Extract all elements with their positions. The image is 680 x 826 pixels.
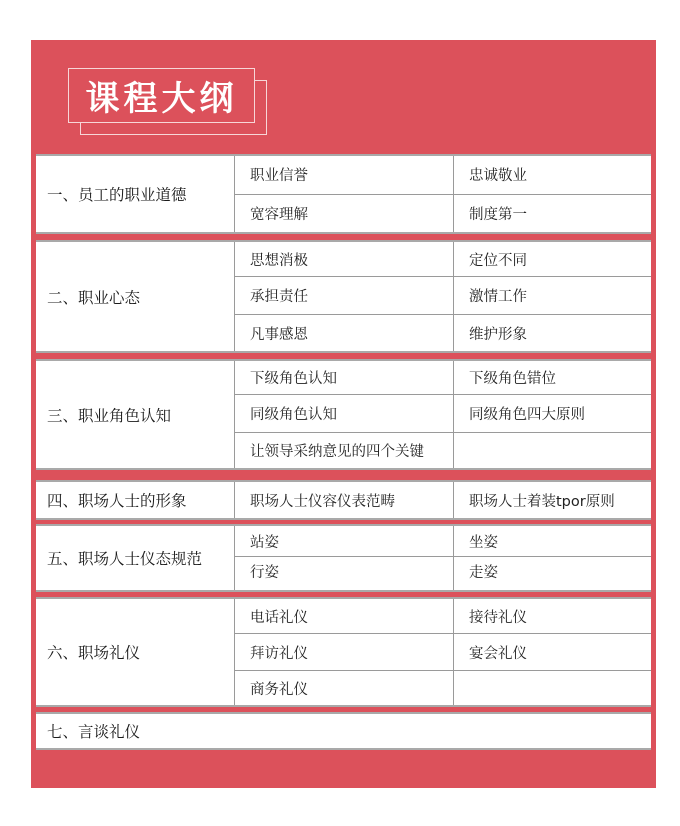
section-heading: 五、职场人士仪态规范 [36,526,235,590]
topic-cell: 凡事感恩 [235,315,454,351]
table-row [235,599,651,634]
topic-cell: 让领导采纳意见的四个关键 [235,433,454,468]
table-row [235,482,651,518]
section-heading: 二、职业心态 [36,242,235,351]
table-row [235,242,651,277]
table-row [235,433,651,468]
topic-cell: 行姿 [235,557,454,590]
topic-cell: 定位不同 [469,252,527,269]
outline-section-7 [36,712,651,750]
topic-cell: 激情工作 [469,289,527,305]
title-frame [68,68,255,123]
outline-section-5 [36,524,651,592]
table-row [235,156,651,195]
topic-cell [454,433,651,468]
outline-section-2 [36,240,651,353]
topic-cell: 思想消极 [235,242,454,276]
topic-cell: 宴会礼仪 [469,645,527,662]
topic-cell: 下级角色认知 [235,361,454,394]
table-row [235,195,651,233]
table-row [235,277,651,315]
table-row [235,361,651,395]
table-row [235,315,651,351]
topic-cell: 维护形象 [469,326,527,343]
section-heading: 一、员工的职业道德 [36,156,235,232]
topic-cell: 职场人士着装tpor原则 [469,493,615,510]
topic-cell: 制度第一 [469,206,527,223]
topic-cell [454,671,651,705]
topic-cell: 宽容理解 [235,195,454,233]
table-row [235,671,651,705]
topic-cell: 同级角色四大原则 [469,407,585,423]
section-heading: 四、职场人士的形象 [36,482,235,518]
table-row [235,395,651,433]
outline-section-6 [36,597,651,707]
section-heading: 七、言谈礼仪 [47,723,141,741]
table-row [235,557,651,590]
table-row [235,526,651,557]
topic-cell: 站姿 [235,526,454,556]
page-title: 课程大纲 [85,79,238,119]
topic-cell: 职场人士仪容仪表范畴 [235,482,454,518]
topic-cell: 同级角色认知 [235,395,454,432]
section-heading: 六、职场礼仪 [36,599,235,705]
outline-section-3 [36,359,651,470]
topic-cell: 下级角色错位 [469,371,556,387]
topic-cell: 商务礼仪 [235,671,454,705]
table-row [235,634,651,671]
topic-cell: 接待礼仪 [469,609,527,626]
course-outline-panel [31,40,656,788]
topic-cell: 承担责任 [235,277,454,314]
topic-cell: 走姿 [469,565,498,581]
topic-cell: 坐姿 [469,534,498,551]
outline-section-4 [36,480,651,520]
topic-cell: 职业信誉 [235,156,454,194]
outline-section-1 [36,154,651,234]
topic-cell: 拜访礼仪 [235,634,454,670]
topic-cell: 忠诚敬业 [469,168,527,185]
section-heading: 三、职业角色认知 [36,361,235,468]
topic-cell: 电话礼仪 [235,599,454,633]
